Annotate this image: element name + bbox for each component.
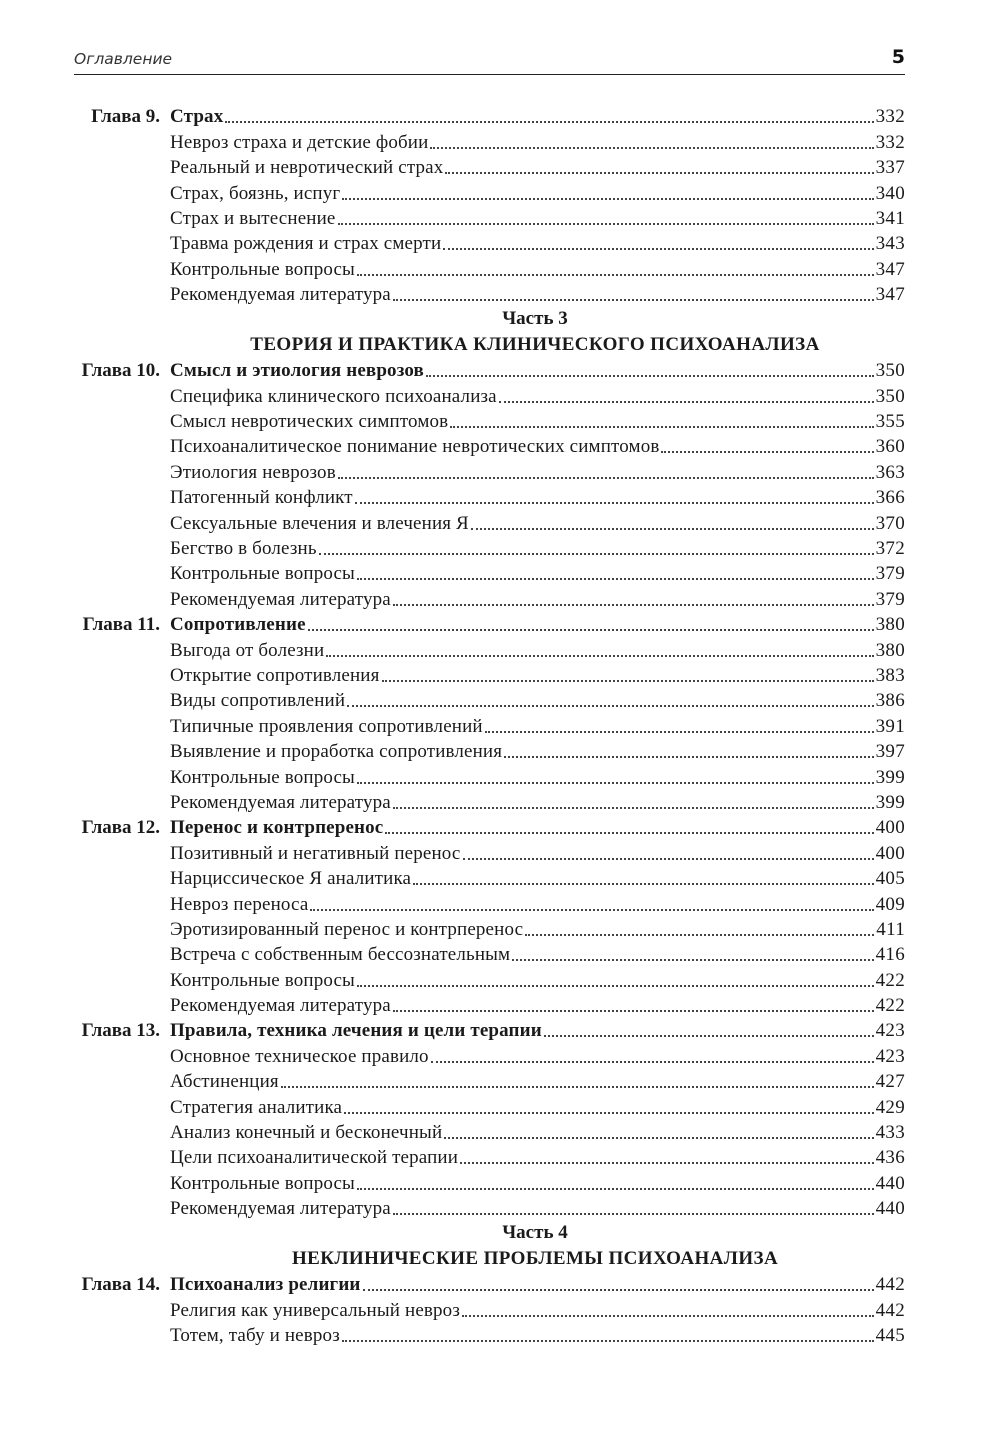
dot-leader xyxy=(430,147,873,149)
toc-entry xyxy=(170,690,905,712)
page-number: 5 xyxy=(891,46,905,68)
dot-leader xyxy=(342,198,873,200)
page-reference: 442 xyxy=(875,1274,905,1296)
toc-entry xyxy=(170,1300,905,1322)
running-header-title: Оглавление xyxy=(74,50,173,68)
dot-leader xyxy=(281,1086,874,1088)
page-reference: 372 xyxy=(875,538,905,560)
section-title: Религия как универсальный невроз xyxy=(170,1299,460,1321)
page-reference: 340 xyxy=(875,182,905,204)
section-title: Тотем, табу и невроз xyxy=(170,1325,340,1347)
toc-entry xyxy=(170,386,905,408)
toc-section-row[interactable] xyxy=(60,1296,905,1321)
chapter-title: Сопротивление xyxy=(170,614,306,636)
page-reference: 445 xyxy=(875,1325,905,1347)
toc-entry xyxy=(170,284,905,306)
section-title: Невроз переноса xyxy=(170,893,309,915)
toc-section-row[interactable] xyxy=(60,966,905,991)
dot-leader xyxy=(310,909,873,911)
section-title: Типичные проявления сопротивлений xyxy=(170,715,483,737)
part-title: ТЕОРИЯ И ПРАКТИКА КЛИНИЧЕСКОГО ПСИХОАНАЛИЗА xyxy=(250,333,820,355)
toc-section-row[interactable] xyxy=(60,916,905,941)
section-title: Специфика клинического психоанализа xyxy=(170,385,497,407)
section-title: Страх и вытеснение xyxy=(170,207,336,229)
toc-section-row[interactable] xyxy=(60,1144,905,1169)
dot-leader xyxy=(382,680,874,682)
page-reference: 411 xyxy=(876,918,905,940)
section-title: Цели психоаналитической терапии xyxy=(170,1147,459,1169)
toc-chapter-row[interactable] xyxy=(60,103,905,128)
page-reference: 427 xyxy=(875,1071,905,1093)
toc-section-row[interactable] xyxy=(60,1119,905,1144)
page-reference: 400 xyxy=(875,817,905,839)
toc-entry xyxy=(170,1046,905,1068)
section-title: Нарциссическое Я аналитика xyxy=(170,868,412,890)
chapter-label: Глава 14. xyxy=(81,1274,160,1296)
toc-section-row[interactable] xyxy=(60,738,905,763)
chapter-title: Перенос и контрперенос xyxy=(170,817,384,839)
dot-leader xyxy=(485,731,874,733)
section-title: Психоаналитическое понимание невротических симптомов xyxy=(170,436,660,458)
page-reference: 405 xyxy=(875,868,905,890)
dot-leader xyxy=(504,756,873,758)
toc-section-row[interactable] xyxy=(60,128,905,153)
toc-entry xyxy=(170,944,905,966)
toc-entry xyxy=(170,1020,905,1042)
section-title: Рекомендуемая литература xyxy=(170,791,391,813)
chapter-label: Глава 11. xyxy=(82,614,160,636)
toc-chapter-row[interactable] xyxy=(60,1271,905,1296)
dot-leader xyxy=(347,705,873,707)
page-reference: 337 xyxy=(875,157,905,179)
table-of-contents xyxy=(60,103,905,1347)
section-title: Анализ конечный и бесконечный xyxy=(170,1122,443,1144)
toc-section-row[interactable] xyxy=(60,636,905,661)
chapter-title: Смысл и этиология неврозов xyxy=(170,360,424,382)
toc-section-row[interactable] xyxy=(60,408,905,433)
toc-entry xyxy=(170,970,905,992)
toc-section-row[interactable] xyxy=(60,484,905,509)
dot-leader xyxy=(393,299,874,301)
dot-leader xyxy=(463,858,874,860)
page-reference: 433 xyxy=(875,1122,905,1144)
dot-leader xyxy=(499,401,874,403)
toc-section-row[interactable] xyxy=(60,992,905,1017)
toc-section-row[interactable] xyxy=(60,179,905,204)
toc-section-row[interactable] xyxy=(60,230,905,255)
toc-entry xyxy=(170,894,905,916)
page-reference: 343 xyxy=(875,233,905,255)
page-reference: 442 xyxy=(875,1299,905,1321)
section-title: Контрольные вопросы xyxy=(170,258,355,280)
toc-section-row[interactable] xyxy=(60,865,905,890)
section-title: Реальный и невротический страх xyxy=(170,157,444,179)
dot-leader xyxy=(363,1289,874,1291)
dot-leader xyxy=(413,883,873,885)
section-title: Невроз страха и детские фобии xyxy=(170,131,429,153)
toc-entry xyxy=(170,792,905,814)
dot-leader xyxy=(225,121,873,123)
toc-chapter-row[interactable] xyxy=(60,357,905,382)
dot-leader xyxy=(308,629,874,631)
dot-leader xyxy=(326,655,873,657)
toc-section-row[interactable] xyxy=(60,687,905,712)
toc-entry xyxy=(170,1097,905,1119)
toc-entry xyxy=(170,513,905,535)
dot-leader xyxy=(393,1010,874,1012)
dot-leader xyxy=(338,223,874,225)
toc-entry xyxy=(170,1198,905,1220)
toc-section-row[interactable] xyxy=(60,433,905,458)
toc-section-row[interactable] xyxy=(60,382,905,407)
page-reference: 347 xyxy=(875,284,905,306)
toc-entry xyxy=(170,411,905,433)
dot-leader xyxy=(357,782,874,784)
dot-leader xyxy=(544,1035,874,1037)
toc-entry xyxy=(170,995,905,1017)
toc-entry xyxy=(170,259,905,281)
page-reference: 422 xyxy=(875,969,905,991)
toc-section-row[interactable] xyxy=(60,662,905,687)
page-reference: 423 xyxy=(875,1045,905,1067)
dot-leader xyxy=(661,451,873,453)
toc-section-row[interactable] xyxy=(60,560,905,585)
page-reference: 380 xyxy=(875,639,905,661)
toc-section-row[interactable] xyxy=(60,1322,905,1347)
toc-entry xyxy=(170,767,905,789)
dot-leader xyxy=(385,832,873,834)
page-reference: 416 xyxy=(875,944,905,966)
chapter-label: Глава 12. xyxy=(81,817,160,839)
toc-section-row[interactable] xyxy=(60,281,905,306)
toc-entry xyxy=(170,741,905,763)
page-reference: 363 xyxy=(875,461,905,483)
page-reference: 379 xyxy=(875,588,905,610)
chapter-title: Правила, техника лечения и цели терапии xyxy=(170,1020,542,1042)
dot-leader xyxy=(319,553,874,555)
dot-leader xyxy=(357,1188,874,1190)
page-reference: 440 xyxy=(875,1172,905,1194)
toc-section-row[interactable] xyxy=(60,712,905,737)
toc-entry xyxy=(170,183,905,205)
toc-entry xyxy=(170,817,905,839)
dot-leader xyxy=(431,1061,874,1063)
dot-leader xyxy=(355,502,874,504)
toc-entry xyxy=(170,106,905,128)
part-title: НЕКЛИНИЧЕСКИЕ ПРОБЛЕМЫ ПСИХОАНАЛИЗА xyxy=(291,1247,779,1269)
toc-entry xyxy=(170,665,905,687)
section-title: Позитивный и негативный перенос xyxy=(170,842,461,864)
toc-chapter-row[interactable] xyxy=(60,814,905,839)
part-label: Часть 4 xyxy=(502,1222,568,1244)
section-title: Стратегия аналитика xyxy=(170,1096,343,1118)
chapter-label: Глава 9. xyxy=(91,106,160,128)
toc-entry xyxy=(170,233,905,255)
toc-entry xyxy=(170,1147,905,1169)
page-reference: 366 xyxy=(875,487,905,509)
page-reference: 379 xyxy=(875,563,905,585)
dot-leader xyxy=(462,1315,874,1317)
section-title: Контрольные вопросы xyxy=(170,563,355,585)
page-reference: 360 xyxy=(875,436,905,458)
toc-section-row[interactable] xyxy=(60,890,905,915)
toc-chapter-row[interactable] xyxy=(60,611,905,636)
toc-section-row[interactable] xyxy=(60,585,905,610)
toc-section-row[interactable] xyxy=(60,154,905,179)
page-reference: 423 xyxy=(875,1020,905,1042)
page-reference: 355 xyxy=(875,411,905,433)
page-reference: 380 xyxy=(875,614,905,636)
section-title: Встреча с собственным бессознательным xyxy=(170,944,511,966)
page-reference: 386 xyxy=(875,690,905,712)
toc-entry xyxy=(170,436,905,458)
toc-entry xyxy=(170,208,905,230)
toc-section-row[interactable] xyxy=(60,1093,905,1118)
section-title: Эротизированный перенос и контрперенос xyxy=(170,918,524,940)
page-reference: 400 xyxy=(875,842,905,864)
page-reference: 341 xyxy=(875,207,905,229)
toc-entry xyxy=(170,538,905,560)
dot-leader xyxy=(357,578,874,580)
toc-entry xyxy=(170,563,905,585)
toc-section-row[interactable] xyxy=(60,763,905,788)
dot-leader xyxy=(443,248,873,250)
section-title: Контрольные вопросы xyxy=(170,766,355,788)
dot-leader xyxy=(393,604,874,606)
section-title: Патогенный конфликт xyxy=(170,487,353,509)
page-reference: 332 xyxy=(875,131,905,153)
section-title: Контрольные вопросы xyxy=(170,1172,355,1194)
toc-section-row[interactable] xyxy=(60,1068,905,1093)
section-title: Абстиненция xyxy=(170,1071,279,1093)
section-title: Сексуальные влечения и влечения Я xyxy=(170,512,469,534)
section-title: Бегство в болезнь xyxy=(170,538,317,560)
dot-leader xyxy=(338,477,874,479)
toc-section-row[interactable] xyxy=(60,205,905,230)
dot-leader xyxy=(357,274,874,276)
toc-section-row[interactable] xyxy=(60,1195,905,1220)
page-reference: 422 xyxy=(875,995,905,1017)
page-reference: 350 xyxy=(875,360,905,382)
toc-section-row[interactable] xyxy=(60,789,905,814)
dot-leader xyxy=(471,528,874,530)
section-title: Выявление и проработка сопротивления xyxy=(170,741,503,763)
page-reference: 383 xyxy=(875,664,905,686)
dot-leader xyxy=(342,1340,874,1342)
toc-entry xyxy=(170,1071,905,1093)
toc-entry xyxy=(170,132,905,154)
running-header xyxy=(74,48,905,75)
dot-leader xyxy=(445,172,873,174)
toc-entry xyxy=(170,919,905,941)
toc-entry xyxy=(170,843,905,865)
dot-leader xyxy=(460,1162,874,1164)
section-title: Этиология неврозов xyxy=(170,461,336,483)
page-reference: 370 xyxy=(875,512,905,534)
toc-entry xyxy=(170,157,905,179)
dot-leader xyxy=(393,1213,874,1215)
page-reference: 347 xyxy=(875,258,905,280)
page-reference: 399 xyxy=(875,766,905,788)
page-reference: 429 xyxy=(875,1096,905,1118)
page-reference: 409 xyxy=(875,893,905,915)
section-title: Рекомендуемая литература xyxy=(170,1198,391,1220)
section-title: Рекомендуемая литература xyxy=(170,995,391,1017)
toc-section-row[interactable] xyxy=(60,1042,905,1067)
page-reference: 399 xyxy=(875,791,905,813)
section-title: Открытие сопротивления xyxy=(170,664,380,686)
toc-entry xyxy=(170,462,905,484)
toc-chapter-row[interactable] xyxy=(60,1017,905,1042)
toc-entry xyxy=(170,1325,905,1347)
dot-leader xyxy=(450,426,873,428)
toc-entry xyxy=(170,487,905,509)
toc-entry xyxy=(170,589,905,611)
page-reference: 397 xyxy=(875,741,905,763)
toc-entry xyxy=(170,716,905,738)
section-title: Виды сопротивлений xyxy=(170,690,346,712)
toc-entry xyxy=(170,1122,905,1144)
toc-entry xyxy=(170,360,905,382)
section-title: Основное техническое правило xyxy=(170,1045,429,1067)
page-reference: 440 xyxy=(875,1198,905,1220)
dot-leader xyxy=(344,1112,873,1114)
section-title: Страх, боязнь, испуг xyxy=(170,182,341,204)
toc-section-row[interactable] xyxy=(60,1169,905,1194)
chapter-label: Глава 10. xyxy=(81,360,160,382)
toc-section-row[interactable] xyxy=(60,839,905,864)
section-title: Рекомендуемая литература xyxy=(170,284,391,306)
section-title: Рекомендуемая литература xyxy=(170,588,391,610)
section-title: Контрольные вопросы xyxy=(170,969,355,991)
chapter-label: Глава 13. xyxy=(81,1020,160,1042)
page-reference: 436 xyxy=(875,1147,905,1169)
dot-leader xyxy=(525,934,874,936)
section-title: Смысл невротических симптомов xyxy=(170,411,449,433)
dot-leader xyxy=(444,1137,873,1139)
page-reference: 350 xyxy=(875,385,905,407)
page-reference: 332 xyxy=(875,106,905,128)
section-title: Выгода от болезни xyxy=(170,639,325,661)
toc-entry xyxy=(170,614,905,636)
toc-entry xyxy=(170,1173,905,1195)
toc-entry xyxy=(170,640,905,662)
toc-section-row[interactable] xyxy=(60,458,905,483)
dot-leader xyxy=(426,375,874,377)
toc-entry xyxy=(170,868,905,890)
dot-leader xyxy=(393,807,874,809)
dot-leader xyxy=(512,959,873,961)
page-reference: 391 xyxy=(875,715,905,737)
part-label: Часть 3 xyxy=(502,308,568,330)
section-title: Травма рождения и страх смерти xyxy=(170,233,442,255)
toc-entry xyxy=(170,1274,905,1296)
chapter-title: Страх xyxy=(170,106,224,128)
toc-section-row[interactable] xyxy=(60,255,905,280)
chapter-title: Психоанализ религии xyxy=(170,1274,361,1296)
toc-section-row[interactable] xyxy=(60,535,905,560)
toc-section-row[interactable] xyxy=(60,941,905,966)
toc-section-row[interactable] xyxy=(60,509,905,534)
dot-leader xyxy=(357,985,874,987)
